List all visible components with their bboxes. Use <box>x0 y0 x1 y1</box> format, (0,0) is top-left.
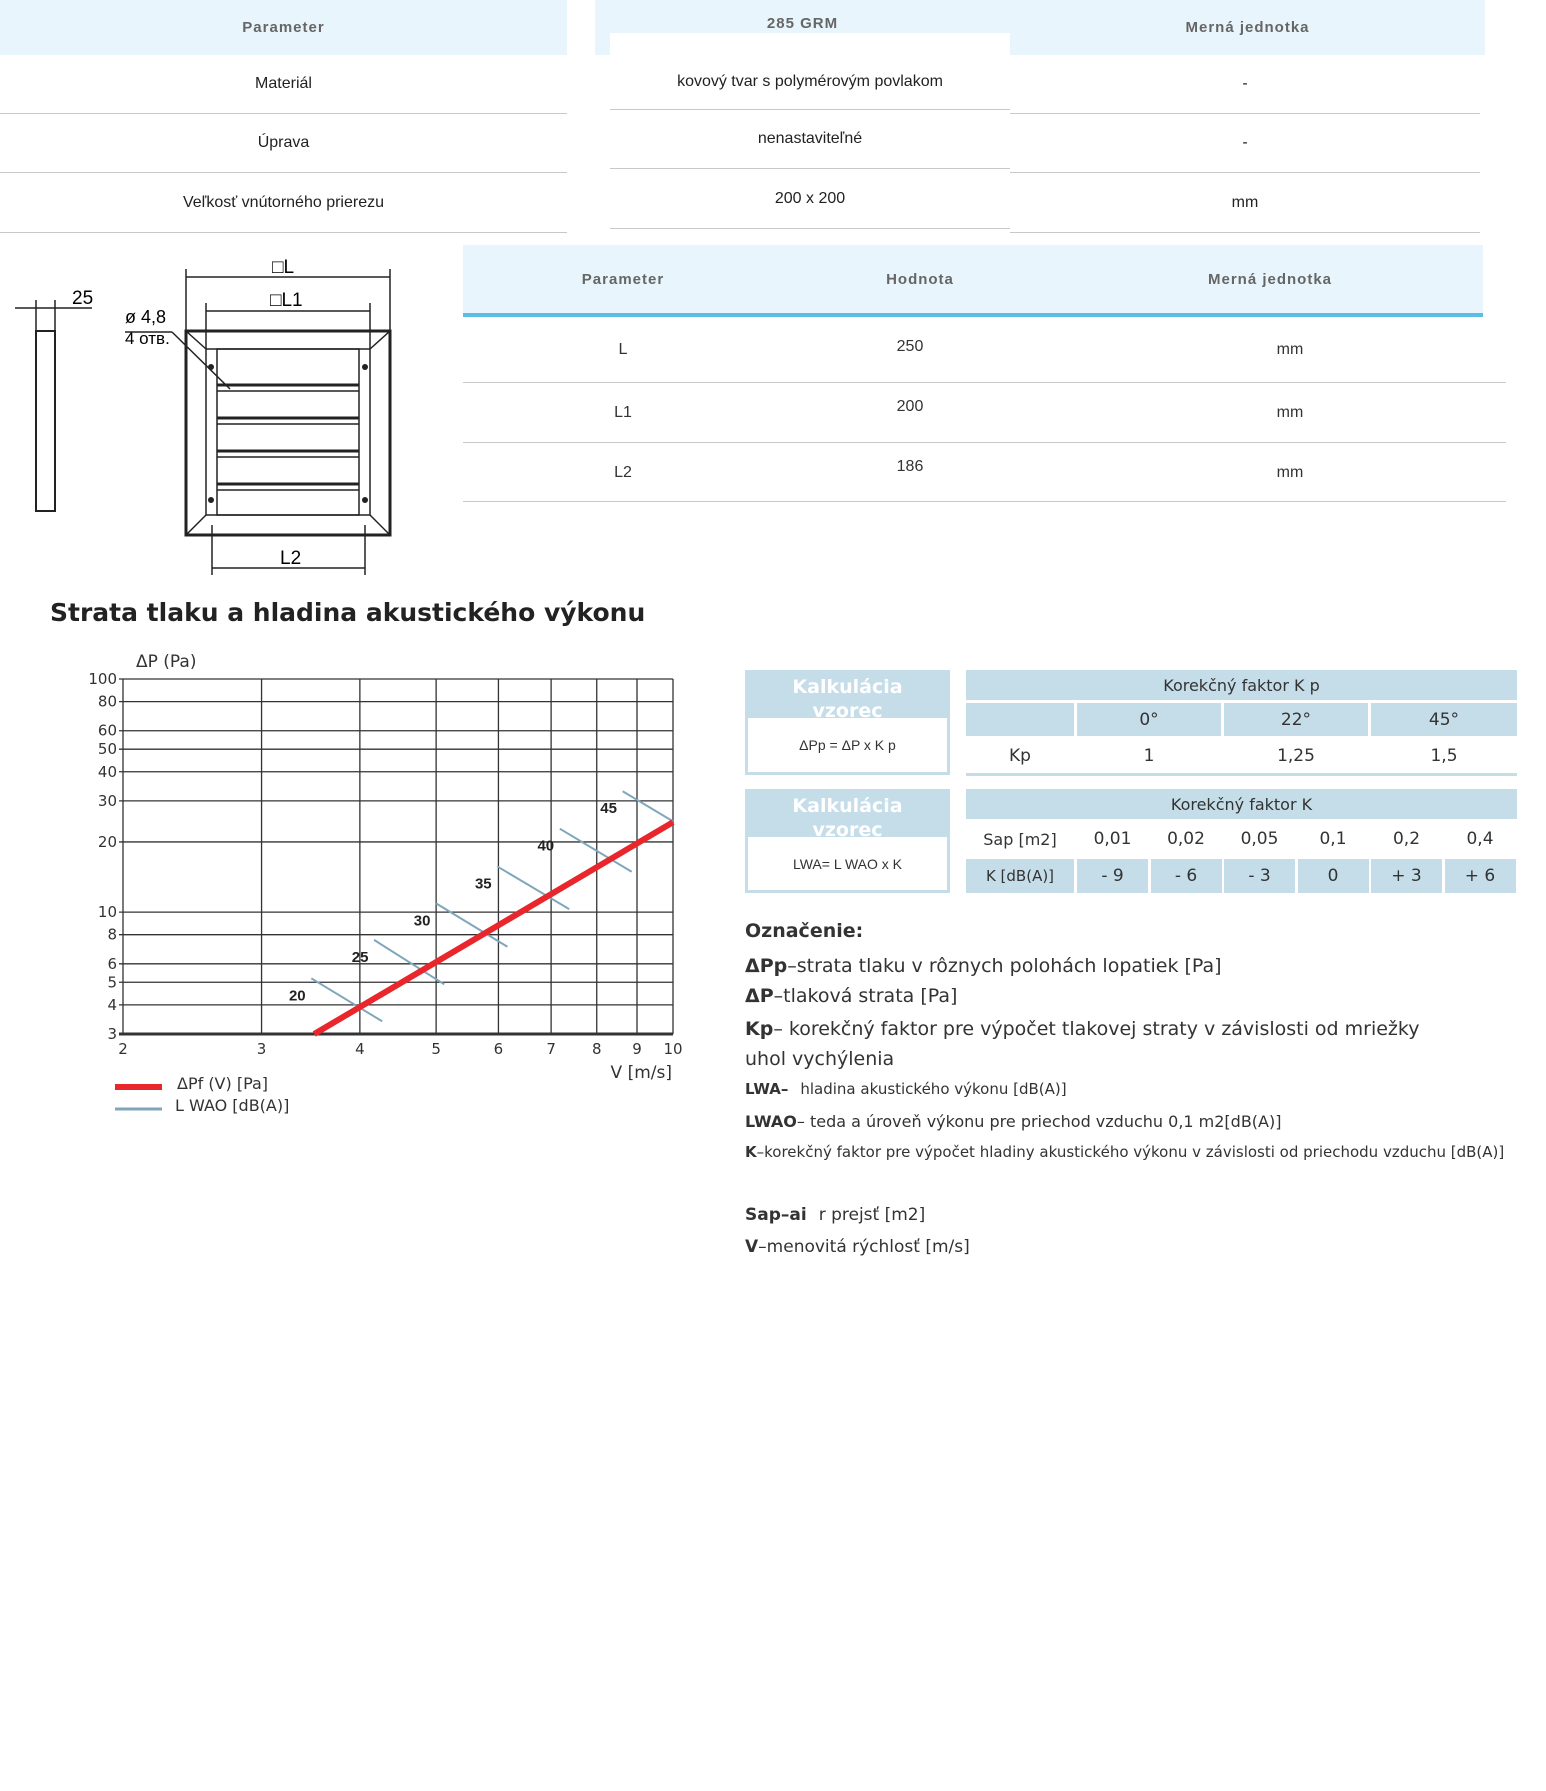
dim-cell: mm <box>1276 404 1304 421</box>
k-value: - 6 <box>1151 859 1222 893</box>
calc-box-noise <box>745 789 950 893</box>
noise-level-label: 45 <box>600 800 617 818</box>
note-item <box>745 985 957 1007</box>
note-text: –menovitá rýchlosť [m/s] <box>758 1237 970 1257</box>
x-tick-label: 2 <box>118 1040 128 1058</box>
dim-header-unit: Merná jednotka <box>1207 270 1333 288</box>
k-s-value: 0,02 <box>1167 829 1205 849</box>
spec-cell: - <box>1010 55 1480 114</box>
dim-cell: 186 <box>896 457 924 475</box>
y-tick-label: 20 <box>97 832 117 851</box>
kp-angle: 22° <box>1224 703 1368 736</box>
y-tick-label: 30 <box>97 791 117 810</box>
dim-cell: L1 <box>614 404 632 421</box>
note-item <box>745 1018 1419 1040</box>
pressure-chart <box>0 640 730 1120</box>
note-text: – teda a úroveň výkonu pre priechod vzduchu 0,1 m2[dB(A)] <box>796 1112 1282 1131</box>
spec-cell: Materiál <box>0 55 567 114</box>
hole-label: ø 4,8 <box>125 307 167 327</box>
k-value: + 6 <box>1445 859 1516 893</box>
note-text: – korekčný faktor pre výpočet tlakovej straty v závislosti od mriežky <box>773 1018 1420 1040</box>
note-text: –tlaková strata [Pa] <box>773 985 958 1007</box>
note-symbol: LWA– <box>745 1080 789 1098</box>
holes-count-label: 4 отв. <box>125 329 170 348</box>
noise-level-label: 25 <box>351 948 369 966</box>
dim-cell: L <box>618 341 628 358</box>
k-s-value: 0,01 <box>1093 829 1132 849</box>
y-tick-label: 8 <box>107 925 117 944</box>
kp-value: 1,25 <box>1277 745 1315 766</box>
note-symbol: V <box>745 1237 759 1257</box>
noise-level-line <box>623 791 673 821</box>
spec-cell: Úprava <box>0 114 567 173</box>
dim-header-parameter: Parameter <box>581 270 665 288</box>
dim-cell: 250 <box>896 338 924 355</box>
dim-cell: mm <box>1276 341 1304 358</box>
y-tick-label: 100 <box>88 670 117 688</box>
x-tick-label: 7 <box>546 1040 556 1058</box>
legend-pressure-label: ΔPf (V) [Pa] <box>177 1074 269 1093</box>
noise-level-label: 40 <box>537 837 555 855</box>
calc-formula: LWA= L WAO x K <box>792 855 903 872</box>
pressure-loss-line <box>314 822 673 1034</box>
note-item <box>745 1237 970 1257</box>
k-s-value: 0,4 <box>1466 829 1494 849</box>
calc-box-title: Kalkulácia vzorec <box>748 673 947 718</box>
k-s-value: 0,1 <box>1319 829 1347 849</box>
spec-cell: 200 x 200 <box>610 169 1010 229</box>
dim-cell: L2 <box>614 463 632 481</box>
x-tick-label: 8 <box>591 1040 602 1058</box>
note-item <box>745 1048 894 1070</box>
y-tick-label: 6 <box>107 954 117 973</box>
noise-level-label: 35 <box>474 875 492 893</box>
note-symbol: Sap–ai <box>745 1205 807 1225</box>
note-item <box>745 955 1222 977</box>
k-title: Korekčný faktor K <box>966 789 1517 819</box>
note-item <box>745 1112 1281 1131</box>
y-tick-label: 40 <box>97 762 117 781</box>
x-tick-label: 9 <box>632 1040 642 1058</box>
y-tick-label: 5 <box>107 973 117 992</box>
noise-level-label: 20 <box>288 987 306 1005</box>
y-tick-label: 4 <box>107 995 117 1014</box>
note-text: uhol vychýlenia <box>745 1048 895 1070</box>
k-value: 0 <box>1298 859 1369 893</box>
spec-header-unit: Merná jednotka <box>1010 0 1485 55</box>
kp-value: 1,5 <box>1430 745 1458 766</box>
note-text: hladina akustického výkonu [dB(A)] <box>800 1080 1067 1098</box>
kp-title: Korekčný faktor K p <box>966 670 1517 700</box>
L1-label: □L1 <box>270 290 303 311</box>
dim-cell: mm <box>1276 463 1304 481</box>
spec-cell: mm <box>1010 173 1480 233</box>
x-tick-label: 10 <box>663 1040 683 1058</box>
dim-header-value: Hodnota <box>886 270 954 288</box>
k-value: + 3 <box>1371 859 1442 893</box>
grille-drawing <box>0 255 400 575</box>
x-axis-label: V [m/s] <box>610 1063 672 1083</box>
note-text: r prejsť [m2] <box>818 1205 926 1225</box>
note-symbol: ΔP <box>745 985 774 1007</box>
x-tick-label: 3 <box>256 1040 267 1058</box>
note-symbol: Kp <box>745 1018 774 1040</box>
x-tick-label: 6 <box>493 1040 504 1058</box>
y-tick-label: 60 <box>97 721 117 740</box>
note-text: –strata tlaku v rôznych polohách lopatiek [Pa] <box>787 955 1222 977</box>
calc-formula: ΔPp = ΔP x K p <box>799 737 896 753</box>
L2-label: L2 <box>280 548 302 569</box>
y-tick-label: 10 <box>97 903 117 922</box>
y-tick-label: 3 <box>107 1025 117 1043</box>
L-label: □L <box>272 257 295 278</box>
spec-cell: - <box>1010 114 1480 173</box>
note-text: –korekčný faktor pre výpočet hladiny akustického výkonu v závislosti od priechodu vzduchu [dB(A)] <box>756 1143 1505 1161</box>
calc-box-pressure <box>745 670 950 775</box>
k-value: - 9 <box>1077 859 1148 893</box>
spec-cell: Veľkosť vnútorného prierezu <box>0 173 567 233</box>
spec-header-model: 285 GRM <box>595 0 1010 55</box>
legend-noise-label: L WAO [dB(A)] <box>175 1096 290 1115</box>
x-tick-label: 5 <box>431 1040 441 1058</box>
spec-cell: nenastaviteľné <box>610 110 1010 169</box>
note-symbol: ΔPp <box>745 955 788 977</box>
notes-title: Označenie: <box>745 920 864 942</box>
k-value: - 3 <box>1224 859 1295 893</box>
noise-level-label: 30 <box>413 912 431 930</box>
note-item <box>745 1205 925 1225</box>
y-tick-label: 50 <box>97 740 117 759</box>
k-s-value: 0,2 <box>1392 829 1421 849</box>
thickness-label: 25 <box>72 288 94 309</box>
dim-cell: 200 <box>896 398 924 415</box>
k-s-label: Sap [m2] <box>983 829 1057 849</box>
kp-row-label: Kp <box>1009 745 1031 766</box>
kp-angle: 0° <box>1077 703 1221 736</box>
section-title: Strata tlaku a hladina akustického výkonu <box>50 598 646 627</box>
x-tick-label: 4 <box>355 1040 365 1058</box>
y-tick-label: 80 <box>97 692 117 711</box>
note-symbol: K <box>745 1143 757 1161</box>
kp-angle: 45° <box>1371 703 1517 736</box>
calc-box-title: Kalkulácia vzorec <box>748 792 947 837</box>
k-k-label: K [dB(A)] <box>966 859 1074 893</box>
note-item <box>745 1080 1067 1098</box>
y-axis-label: ΔP (Pa) <box>136 652 197 672</box>
spec-header-parameter: Parameter <box>0 0 567 55</box>
note-item <box>745 1143 1504 1161</box>
note-symbol: LWAO <box>745 1112 797 1131</box>
kp-value: 1 <box>1143 745 1155 766</box>
spec-cell: kovový tvar s polymérovým povlakom <box>610 55 1010 110</box>
k-s-value: 0,05 <box>1240 829 1279 849</box>
